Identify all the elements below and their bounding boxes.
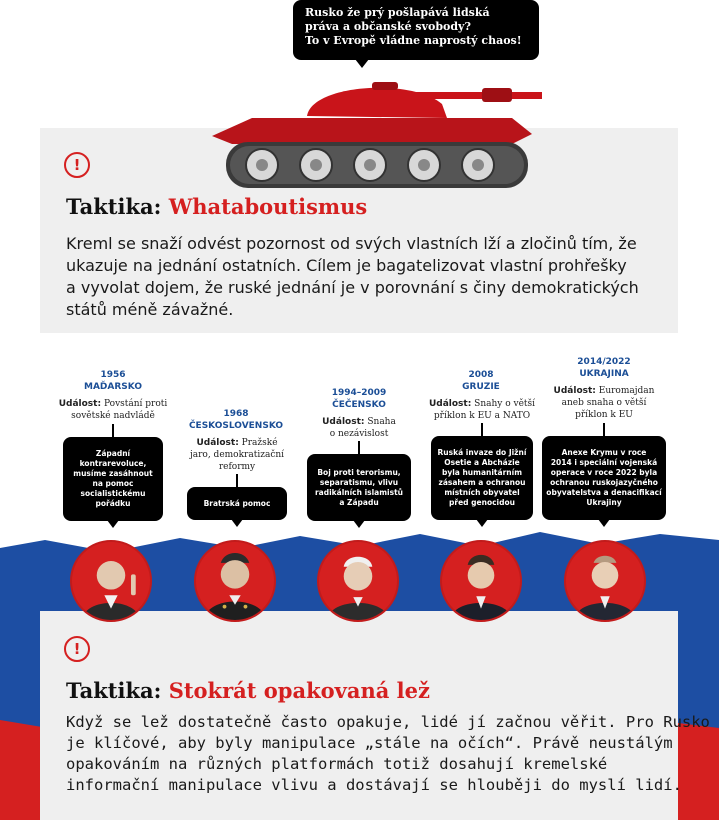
connector-line (603, 423, 605, 437)
connector-line (112, 424, 114, 438)
claim-bubble-georgia: Ruská invaze do Jižní Osetie a Abcházie byla humanitárním zásahem a ochranou místních obyvatel před genocidou (431, 436, 533, 520)
timeline-event-ukraine: Událost: Euromajdan aneb snaha o větší příklon k EU (553, 386, 655, 420)
portrait-leader-1994 (317, 540, 399, 622)
tactic-heading: Taktika: Stokrát opakovaná lež (66, 678, 430, 703)
alert-icon: ! (64, 152, 90, 178)
timeline-year-czechoslovakia: 1968 ČESKOSLOVENSKO (188, 409, 284, 431)
timeline-year-hungary: 1956 MAĎARSKO (84, 370, 142, 392)
connector-line (481, 423, 483, 437)
portrait-leader-1956 (70, 540, 152, 622)
tactic-heading: Taktika: Whataboutismus (66, 194, 368, 219)
tactic-description: Kreml se snaží odvést pozornost od svých vlastních lží a zločinů tím, že ukazuje na jednání ostatních. Cílem je bagatelizovat vlastní prohřešky a vyvolat dojem, že ruské jednání je v porovnání s činy demokratických států méně závažné. (66, 234, 639, 319)
portrait-leader-2014 (564, 540, 646, 622)
connector-line (358, 441, 360, 455)
timeline-year-georgia: 2008 GRUZIE (462, 370, 500, 392)
timeline-event-hungary: Událost: Povstání proti sovětské nadvládě (58, 399, 168, 421)
tactic-description: Když se lež dostatečně často opakuje, lidé jí začnou věřit. Pro Rusko je klíčové, aby byly manipulace „stále na očích“. Právě neustálým opakováním na různých platformách totiž dosahují kremelské informační manipulace vlivu a dostávají se hlouběji do myslí lidí. (66, 713, 710, 794)
timeline-event-chechnya: Událost: Snaha o nezávislost (322, 417, 396, 439)
claim-bubble-hungary: Západní kontrarevoluce, musíme zasáhnout na pomoc socialistickému pořádku (63, 437, 163, 521)
timeline-year-chechnya: 1994–2009 ČEČENSKO (331, 388, 387, 410)
claim-bubble-ukraine: Anexe Krymu v roce 2014 i speciální vojenská operace v roce 2022 byla ochranou ruskojazyčného obyvatelstva a denacifikací Ukrajiny (542, 436, 666, 520)
tank-illustration (212, 64, 542, 192)
timeline-year-ukraine: 2014/2022 UKRAJINA (577, 357, 631, 379)
portrait-leader-2008 (440, 540, 522, 622)
alert-icon: ! (64, 636, 90, 662)
claim-bubble-czechoslovakia: Bratrská pomoc (187, 487, 287, 520)
claim-bubble-chechnya: Boj proti terorismu, separatismu, vlivu radikálních islamistů a Západu (307, 454, 411, 521)
timeline-event-georgia: Událost: Snahy o větší příklon k EU a NATO (428, 399, 536, 421)
tank-speech-bubble: Rusko že prý pošlapává lidská práva a občanské svobody? To v Evropě vládne naprostý chaos! (293, 0, 539, 60)
timeline-event-czechoslovakia: Událost: Pražské jaro, demokratizační reformy (189, 438, 285, 472)
connector-line (236, 474, 238, 488)
portrait-leader-1968 (194, 540, 276, 622)
